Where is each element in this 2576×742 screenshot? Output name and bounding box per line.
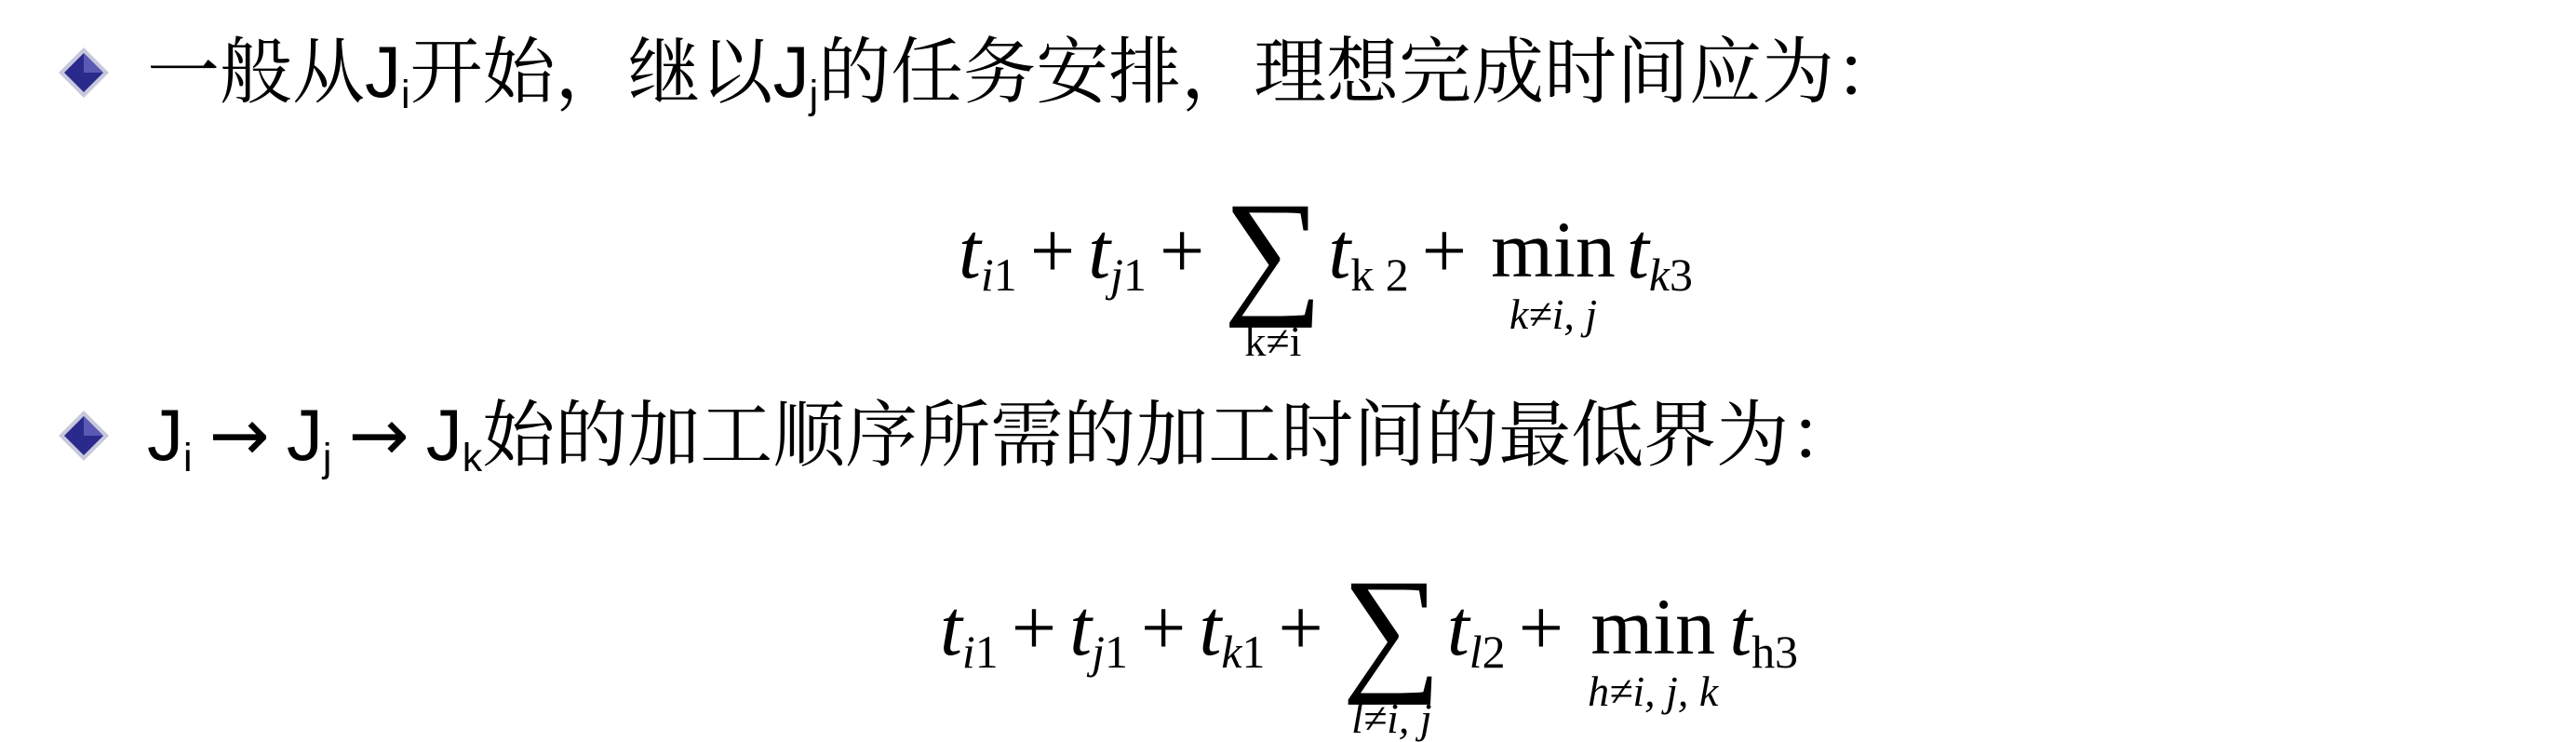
job-J-j: J [772,31,810,113]
min-operator [1491,204,1616,338]
term-tj1 [1088,205,1147,302]
var-t: t [959,205,981,295]
term-tk2 [1328,205,1409,302]
sub-i1: i1 [961,627,999,679]
term-tl2 [1446,582,1506,679]
min-operator [1588,581,1719,715]
sum-limit: k≠i [1244,317,1302,365]
job-J-j: J [286,394,323,476]
var-t: t [1199,582,1222,672]
job-J-i: J [147,394,183,476]
plus-op: + [1518,582,1564,672]
term-ti1 [959,205,1017,302]
term-ti1 [940,582,999,679]
job-J-i: J [365,31,402,113]
sum-symbol: ∑ [1341,551,1442,706]
plus-op: + [1140,582,1187,672]
plus-op: + [1029,205,1076,295]
var-t: t [1729,582,1752,672]
plus-op: + [1278,582,1323,672]
sub-k: k [462,436,483,480]
var-t: t [1328,205,1351,295]
sub-i: i [401,73,410,117]
formula-1 [959,163,1693,365]
right-arrow-icon: → [348,394,409,478]
min-word: min [1590,581,1716,671]
var-t: t [1069,582,1093,672]
line1-mid: 开始，继以 [409,31,773,115]
line1-suffix: 的任务安排，理想完成时间应为： [818,31,1908,115]
plus-op: + [1159,205,1205,295]
min-limit: k≠i, j [1509,290,1598,338]
sum-operator [1223,174,1323,365]
sub-k3: k3 [1648,250,1693,302]
term-tj1 [1069,582,1128,679]
right-arrow-icon: → [208,394,270,478]
plus-op: + [1421,205,1468,295]
line2-suffix: 始的加工顺序所需的加工时间的最低界为： [482,394,1862,478]
line1-text [147,31,1908,117]
var-t: t [1446,582,1469,672]
sub-k2: k 2 [1350,250,1409,302]
sub-j1: j1 [1110,250,1147,302]
formula-2 [940,540,1799,742]
sub-i: i [183,436,193,480]
term-th3 [1729,582,1799,679]
line2-text [147,394,1862,480]
sub-i1: i1 [980,250,1017,302]
sub-k1: k1 [1221,627,1266,679]
sub-j: j [322,436,332,480]
bullet-line-1 [56,31,1908,117]
var-t: t [1626,205,1649,295]
sub-j1: j1 [1092,627,1128,679]
term-tk1 [1199,582,1266,679]
var-t: t [1088,205,1111,295]
line1-prefix: 一般从 [147,31,366,115]
min-word: min [1491,204,1616,294]
diamond-bullet-icon [56,45,112,101]
sum-operator [1341,551,1442,742]
var-t: t [940,582,962,672]
job-J-k: J [425,394,463,476]
term-tk3 [1626,205,1693,302]
sub-l2: l2 [1469,627,1506,679]
plus-op: + [1011,582,1057,672]
diamond-bullet-icon [56,408,112,464]
bullet-line-2 [56,394,1862,480]
sub-j: j [809,73,819,117]
min-limit: h≠i, j, k [1588,667,1719,715]
sum-symbol: ∑ [1223,174,1323,329]
sub-h3: h3 [1751,627,1799,679]
sum-limit: l≠i, j [1351,695,1432,742]
